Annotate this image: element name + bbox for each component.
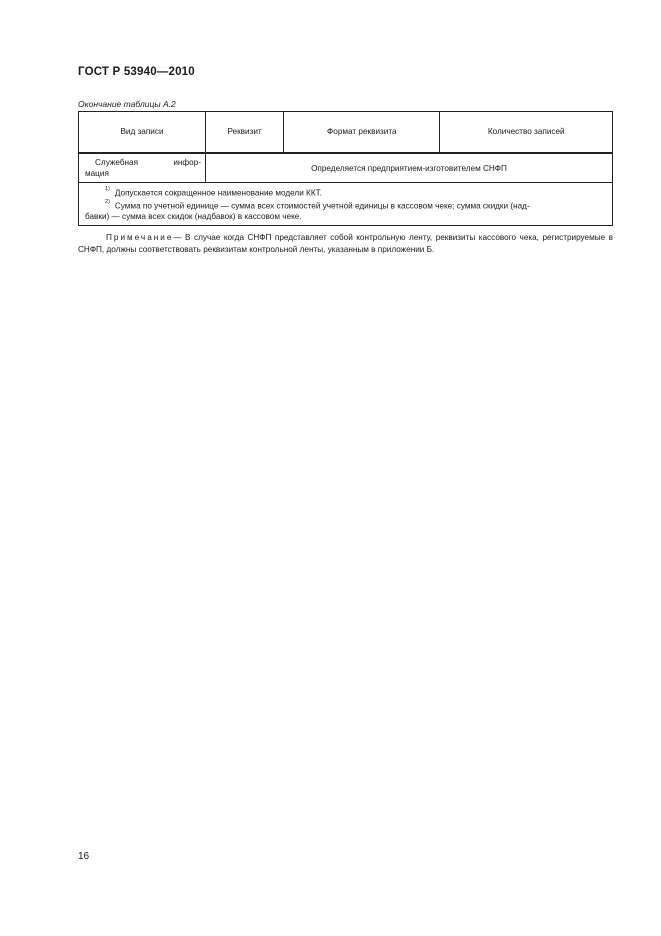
record-kind-word2: инфор- [173,158,201,167]
page-number: 16 [78,851,90,862]
note-label: Примечание [106,233,174,242]
column-header-count [440,112,613,154]
column-header-requisite: Реквизит [206,112,284,154]
requisites-table [78,111,613,226]
column-header-format [284,112,440,154]
record-kind-line1 [85,157,201,168]
record-kind-line2: мация [85,169,109,178]
table-row [79,153,613,183]
footnote-1-mark: 1) [105,186,110,192]
table-caption: Окончание таблицы А.2 [78,99,176,109]
requisite-cell: Определяется предприятием-изготовителем СНФП [206,153,613,183]
document-header: ГОСТ Р 53940—2010 [78,66,195,78]
record-kind-word1: Служебная [95,158,139,167]
footnotes-row [79,183,613,226]
footnote-2 [85,199,606,212]
table-header-row [79,112,613,154]
format-header-text: Формат реквизита [327,127,397,136]
footnote-2-continuation: бавки) — сумма всех скидок (надбавок) в кассовом чеке. [85,212,302,222]
footnote-1 [85,186,606,199]
record-kind-cell [79,153,206,183]
count-header-text: Количество записей [487,127,565,136]
footnote-1-text: Допускается сокращенное наименование модели ККТ. [114,188,322,198]
footnote-2-mark: 2) [105,198,110,205]
footnote-2-text-line1: Сумма по учетной единице — сумма всех стоимостей учетной единицы в кассовом чеке; сумма скидки (над- [114,201,530,211]
note-paragraph [78,232,613,256]
footnotes-cell [79,183,613,226]
note-text: — В случае когда СНФП представляет собой контрольную ленту, реквизиты кассового чека, регистрируемые в СНФП, должны соответствовать реквизитам контрольной ленты, указанным в приложении Б. [78,233,613,254]
column-header-record-kind: Вид записи [79,112,206,154]
